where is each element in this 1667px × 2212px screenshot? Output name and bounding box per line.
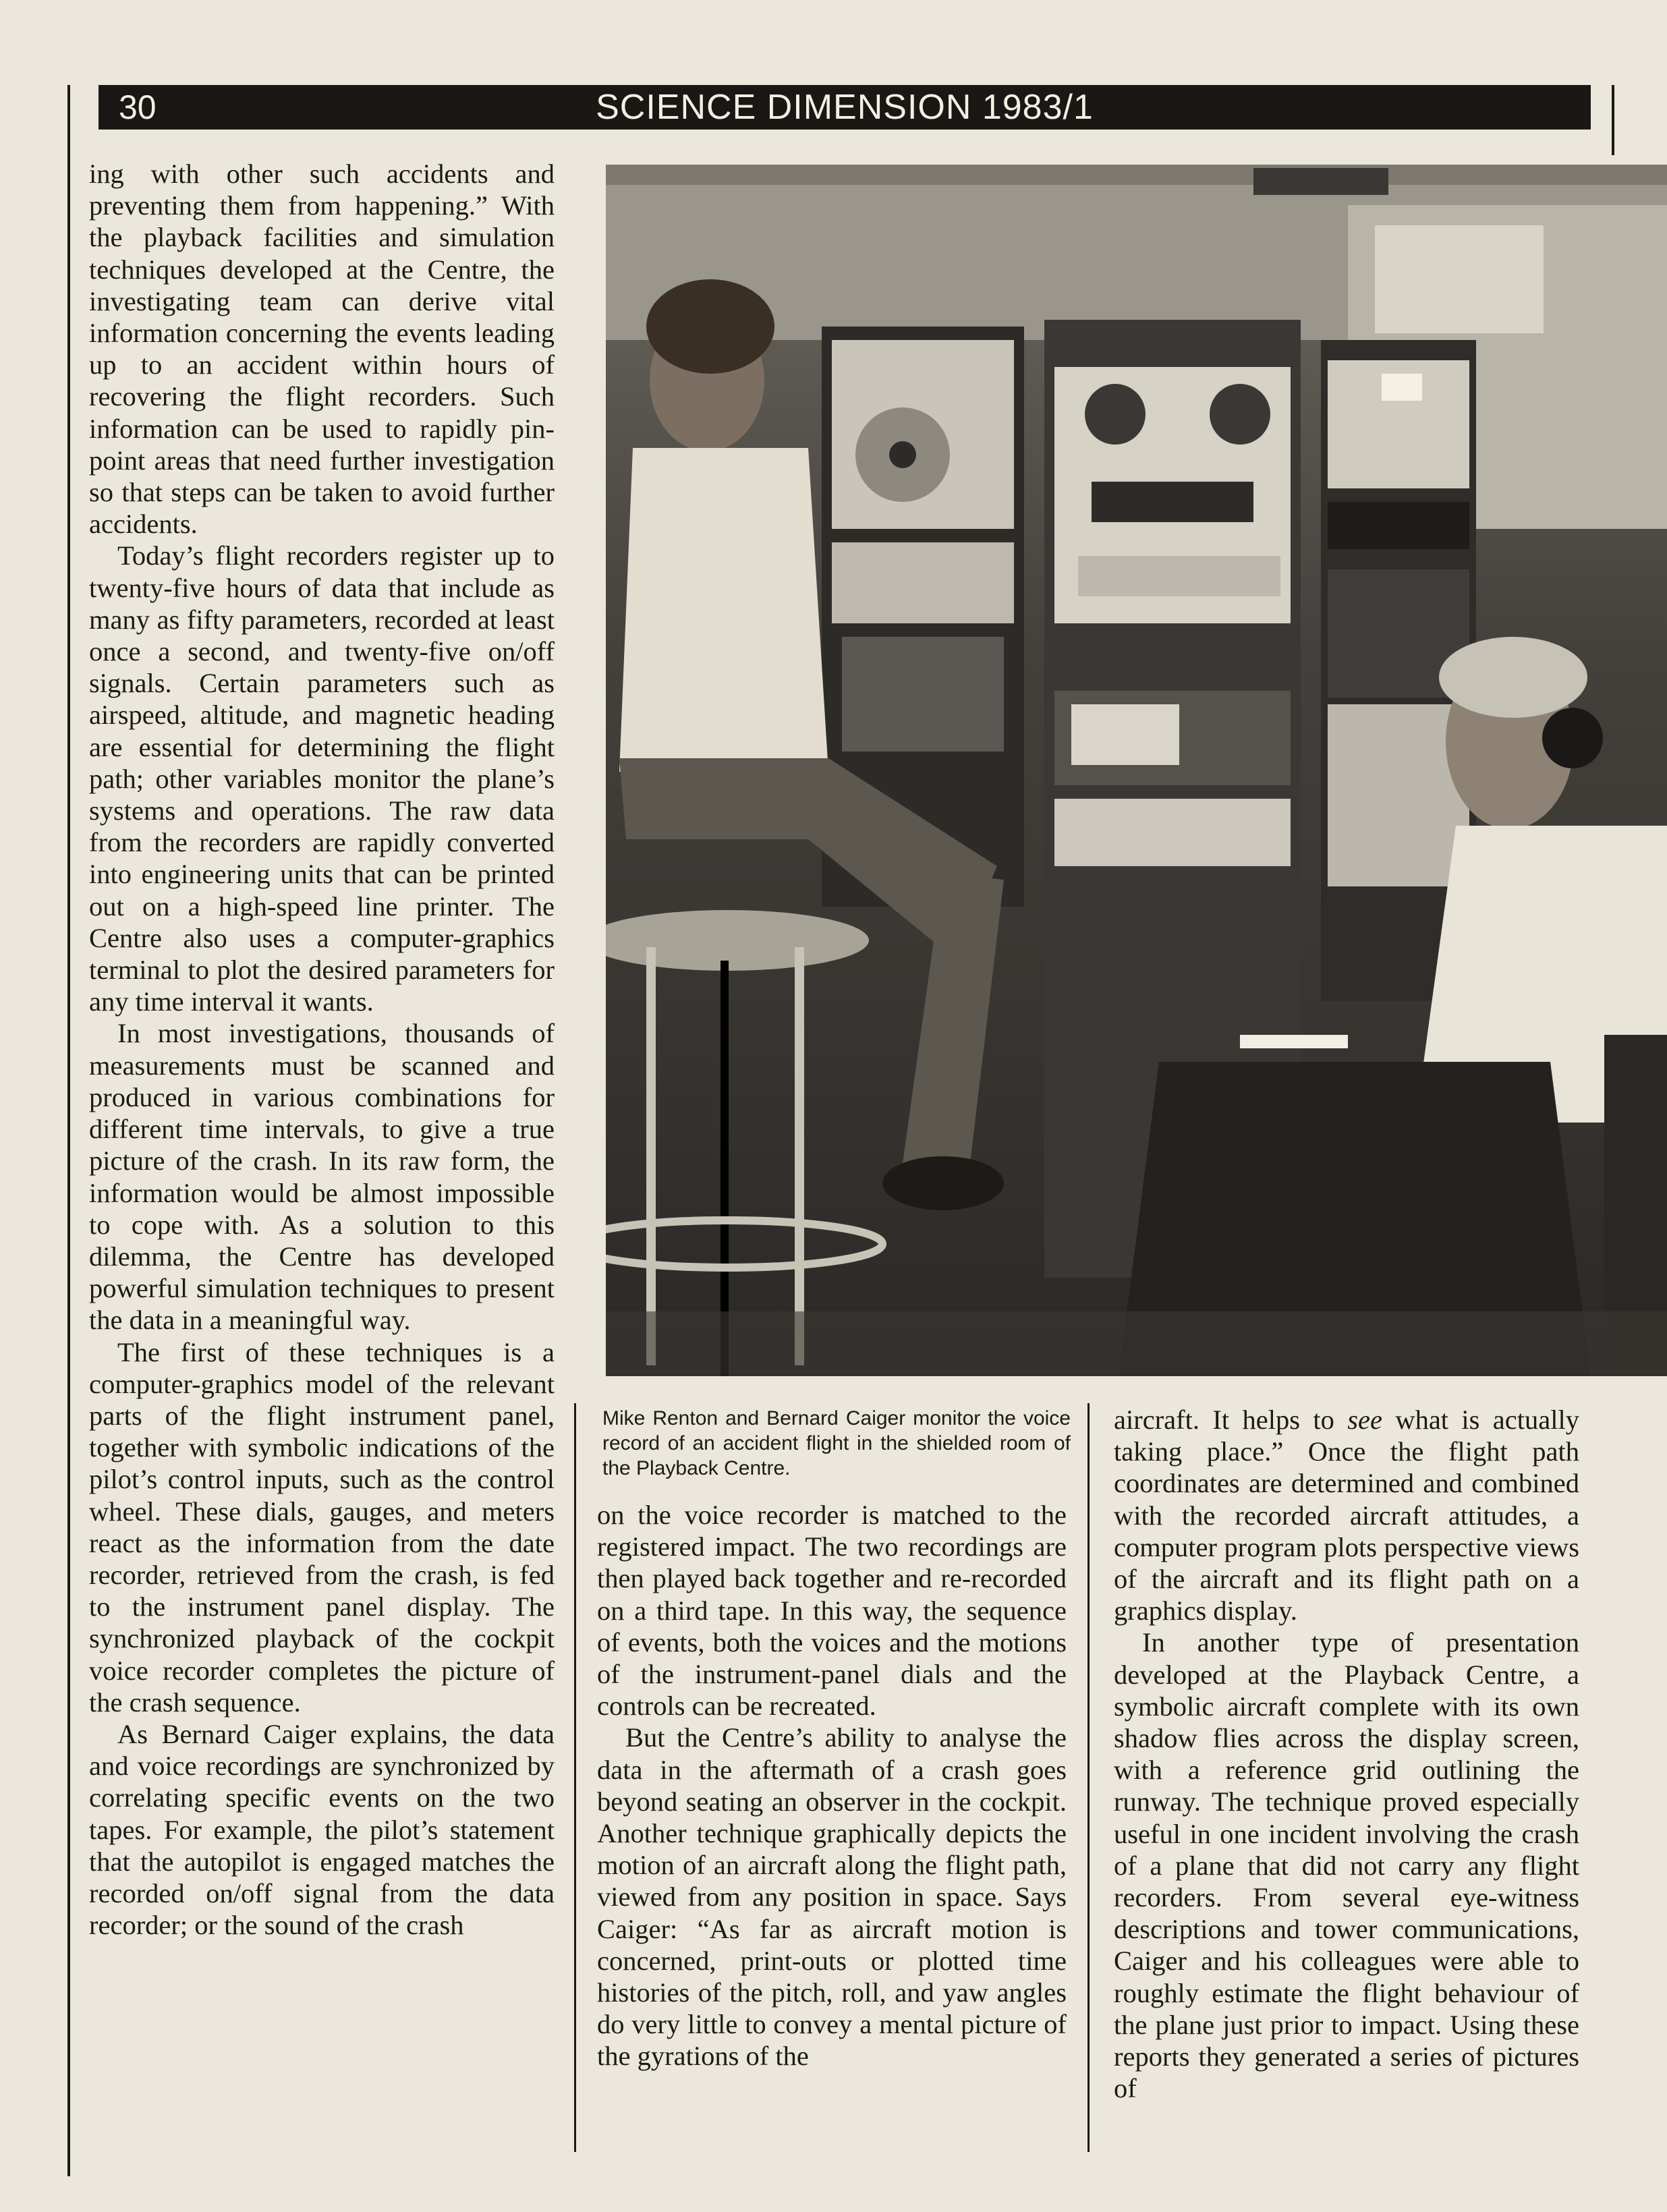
paragraph: But the Centre’s ability to analyse the data in the aftermath of a crash goes beyond seating an observer in the cockpit. Another technique graphically depicts the motion of an aircraft along the flight path, viewed from any position in space. Says Caiger: “As far as aircraft motion is concerned, print-outs or plotted time histories of the pitch, roll, and yaw angles do very little to convey a mental picture of the gyrations of the (597, 1722, 1067, 2072)
paragraph: Today’s flight recorders register up to twenty-five hours of data that include as many as fifty parameters, recorded at least once a second, and twenty-five on/off signals. Certain parameters such as airspeed, altitude, and magnetic heading are essential for determining the flight path; other variables monitor the plane’s systems and operations. The raw data from the recorders are rapidly converted into engineering units that can be printed out on a high-speed line printer. The Centre also uses a computer-graphics terminal to plot the desired parameters for any time interval it wants. (89, 540, 555, 1017)
text-run: what is actually taking place.” Once the flight path coordinates are determined and combined with the recorded aircraft attitudes, a computer program plots perspective views of the aircraft and its flight path on a graphics display. (1114, 1405, 1579, 1626)
emphasis: see (1347, 1405, 1382, 1435)
paragraph: ing with other such accidents and preventing them from happening.” With the playback facilities and simulation techniques developed at the Centre, the investigating team can derive vital information concerning the events leading up to an accident within hours of recovering the flight recorders. Such information can be used to rapidly pin-point areas that need further investigation so that steps can be taken to avoid further accidents. (89, 159, 555, 540)
photo-caption: Mike Renton and Bernard Caiger monitor the voice record of an accident flight in the shielded room of the Playback Centre. (602, 1407, 1071, 1479)
paragraph: In another type of presentation developed at the Playback Centre, a symbolic aircraft complete with its own shadow flies across the display screen, with a reference grid outlining the runway. The technique proved especially useful in one incident involving the crash of a plane that did not carry any flight recorders. From several eye-witness descriptions and tower communications, Caiger and his colleagues were able to roughly estimate the flight behaviour of the plane just prior to impact. Using these reports they generated a series of pictures of (1114, 1627, 1579, 2104)
photo-illustration (606, 165, 1667, 1376)
paragraph (1114, 1404, 1579, 1626)
paragraph: In most investigations, thousands of measurements must be scanned and produced in various combinations for different time intervals, to give a true picture of the crash. In its raw form, the information would be almost impossible to cope with. As a solution to this dilemma, the Centre has developed powerful simulation techniques to present the data in a meaningful way. (89, 1018, 555, 1336)
running-header (98, 85, 1591, 130)
article-column-3 (1114, 1404, 1579, 2104)
journal-title: SCIENCE DIMENSION 1983/1 (596, 88, 1094, 127)
paragraph: on the voice recorder is matched to the registered impact. The two recordings are then played back together and re-recorded on a third tape. In this way, the sequence of events, both the voices and the motions of the instrument-panel dials and the controls can be recreated. (597, 1500, 1067, 1722)
right-margin-rule (1612, 85, 1614, 155)
photograph (606, 165, 1667, 1376)
column-rule (1087, 1403, 1090, 2152)
article-column-2 (597, 1499, 1067, 2072)
paragraph: As Bernard Caiger explains, the data and voice recordings are synchronized by correlating specific events on the two tapes. For example, the pilot’s statement that the autopilot is engaged matches the recorded on/off signal from the data recorder; or the sound of the crash (89, 1718, 555, 1941)
article-column-1 (89, 158, 555, 1941)
paragraph: The first of these techniques is a computer-graphics model of the relevant parts of the flight instrument panel, together with symbolic indications of the pilot’s control inputs, such as the control wheel. These dials, gauges, and meters react as the information from the date recorder, retrieved from the crash, is fed to the instrument panel display. The synchronized playback of the cockpit voice recorder completes the picture of the crash sequence. (89, 1336, 555, 1718)
text-run: aircraft. It helps to (1114, 1405, 1348, 1435)
left-margin-rule (67, 85, 70, 2176)
page-number: 30 (119, 88, 157, 126)
column-rule (574, 1403, 576, 2152)
